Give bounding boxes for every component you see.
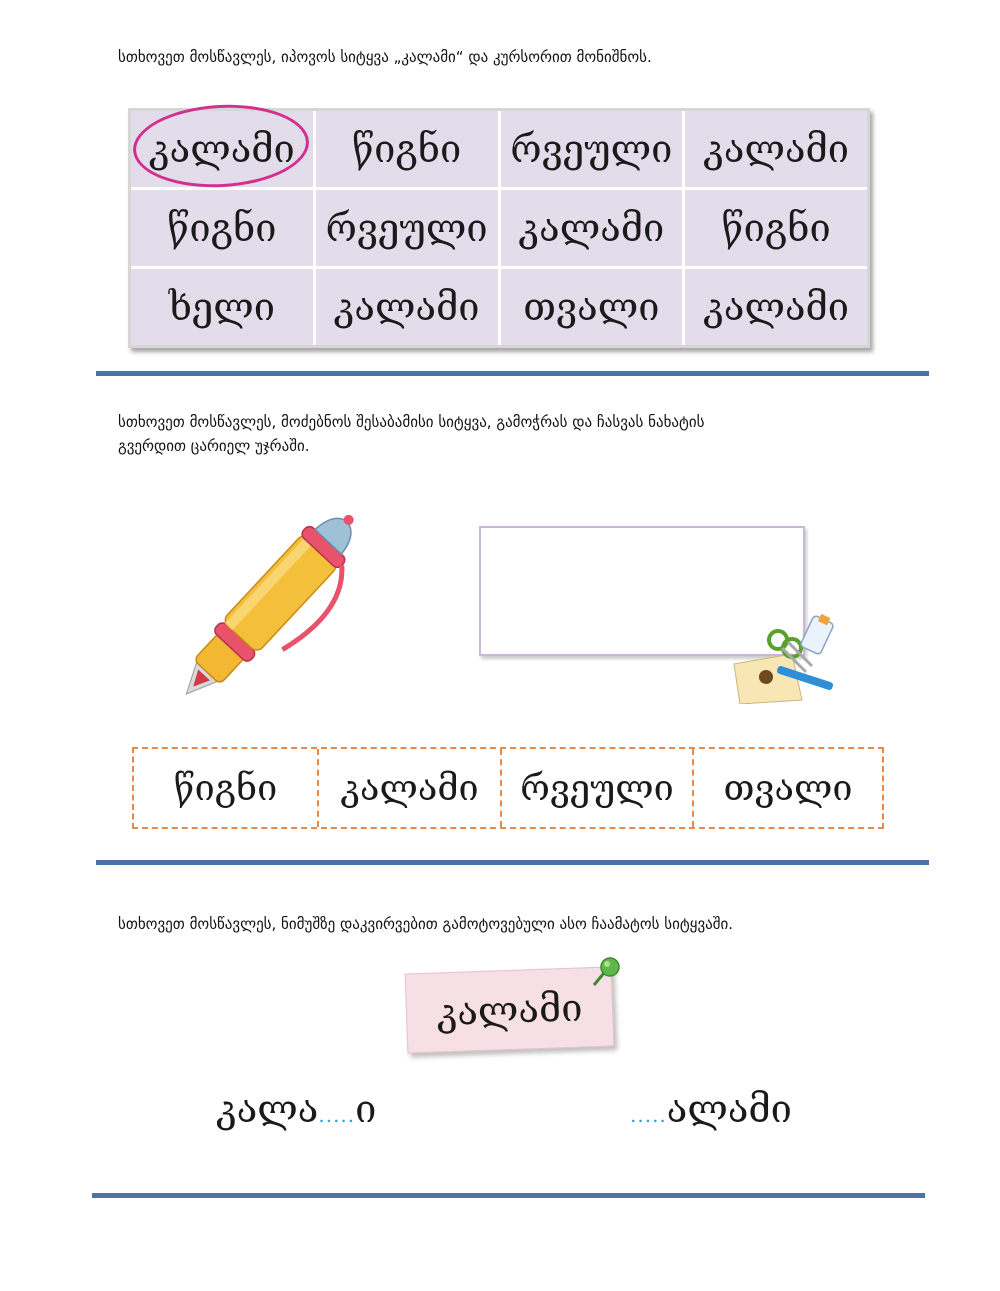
word-prefix: კალა <box>216 1087 319 1131</box>
word-choice[interactable]: თვალი <box>723 767 853 809</box>
pushpin-icon <box>588 955 624 991</box>
word-choice[interactable]: წიგნი <box>134 749 319 827</box>
grid-cell[interactable]: კალამი <box>501 190 683 266</box>
section-divider <box>92 1193 925 1198</box>
word-choices <box>132 747 884 829</box>
grid-cell[interactable]: რვეული <box>316 190 498 266</box>
section-divider <box>96 371 929 376</box>
instruction-match-word <box>118 410 704 458</box>
grid-cell[interactable]: ხელი <box>131 269 313 345</box>
grid-cell[interactable]: კალამი <box>685 111 867 187</box>
pen-icon <box>145 508 375 723</box>
blank-dots[interactable]: ..... <box>318 1103 356 1127</box>
fill-in-word-2 <box>630 1087 792 1131</box>
instruction-find-word: სთხოვეთ მოსწავლეს, იპოვოს სიტყვა „კალამი“ და კურსორით მონიშნოს. <box>118 48 652 66</box>
fill-in-word-1 <box>216 1087 376 1131</box>
instruction-missing-letter: სთხოვეთ მოსწავლეს, ნიმუშზე დაკვირვებით გამოტოვებული ასო ჩაამატოს სიტყვაში. <box>118 915 734 933</box>
grid-cell[interactable]: წიგნი <box>131 190 313 266</box>
word-suffix: ალამი <box>666 1087 792 1131</box>
grid-cell[interactable]: თვალი <box>501 269 683 345</box>
grid-cell[interactable]: კალამი <box>131 111 313 187</box>
blank-dots[interactable]: ..... <box>630 1103 667 1127</box>
scissors-glue-icon <box>726 612 838 704</box>
grid-cell[interactable]: რვეული <box>501 111 683 187</box>
word-choice[interactable]: კალამი <box>319 749 502 827</box>
grid-cell[interactable]: წიგნი <box>685 190 867 266</box>
grid-cell[interactable]: კალამი <box>685 269 867 345</box>
grid-cell[interactable]: წიგნი <box>316 111 498 187</box>
word-suffix: ი <box>355 1087 377 1131</box>
sample-word-note: კალამი <box>405 966 615 1053</box>
grid-cell[interactable]: კალამი <box>316 269 498 345</box>
section-divider <box>96 860 929 865</box>
instruction-line: სთხოვეთ მოსწავლეს, მოძებნოს შესაბამისი სიტყვა, გამოჭრას და ჩასვას ნახატის <box>118 413 705 431</box>
word-choice[interactable]: რვეული <box>502 749 694 827</box>
instruction-line: გვერდით ცარიელ უჯრაში. <box>118 437 310 455</box>
